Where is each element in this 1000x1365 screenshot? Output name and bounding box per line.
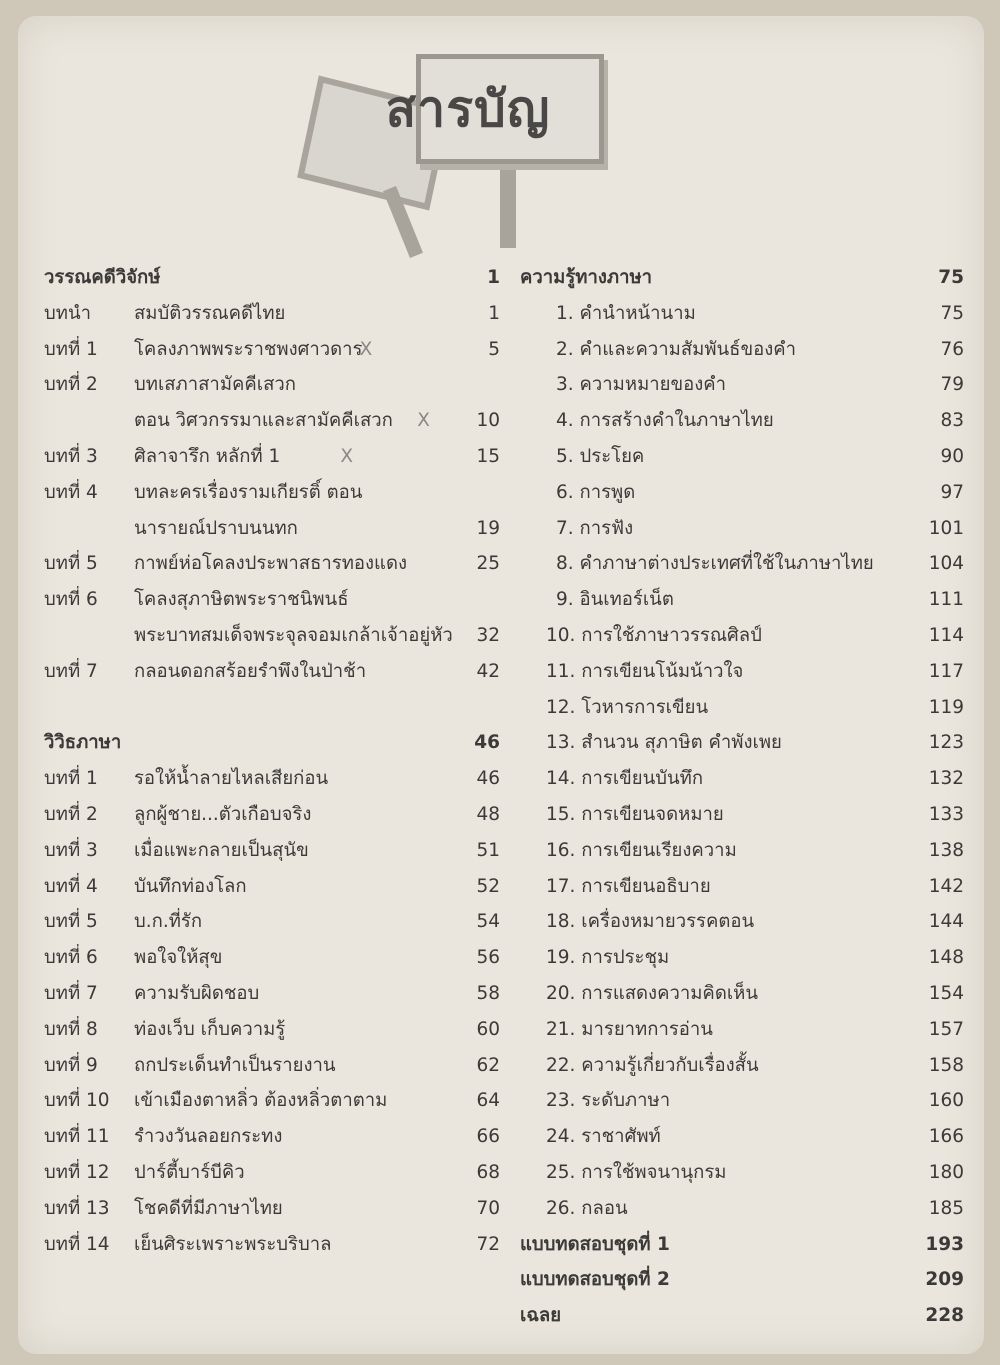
toc-entry-row[interactable] — [516, 869, 964, 905]
page-number: 83 — [940, 410, 964, 432]
entry-title: 11. การเขียนโน้มน้าวใจ — [546, 660, 744, 682]
chapter-prefix: บทที่ 6 — [44, 589, 98, 611]
toc-entry-row[interactable] — [516, 511, 964, 547]
entry-title: 24. ราชาศัพท์ — [546, 1126, 661, 1148]
page-number: 54 — [476, 911, 500, 933]
chapter-prefix: บทที่ 1 — [44, 768, 98, 790]
entry-title: 19. การประชุม — [546, 947, 670, 969]
toc-entry-row[interactable] — [40, 403, 500, 439]
entry-title: ลูกผู้ชาย...ตัวเกือบจริง — [134, 803, 312, 825]
entry-title: กลอนดอกสร้อยรำพึงในป่าช้า — [134, 660, 367, 682]
entry-title: 16. การเขียนเรียงความ — [546, 839, 737, 861]
toc-entry-row[interactable] — [40, 475, 500, 511]
toc-entry-row[interactable] — [40, 869, 500, 905]
toc-entry-row[interactable] — [40, 1191, 500, 1227]
section-title: วรรณคดีวิจักษ์ — [44, 267, 161, 288]
entry-title: พระบาทสมเด็จพระจุลจอมเกล้าเจ้าอยู่หัว — [134, 624, 453, 646]
chapter-prefix: บทที่ 6 — [44, 947, 98, 969]
page-number: 25 — [476, 553, 500, 575]
toc-page — [18, 16, 984, 1354]
toc-entry-row[interactable] — [40, 761, 500, 797]
entry-title: 1. คำนำหน้านาม — [556, 302, 696, 324]
section-title: แบบทดสอบชุดที่ 1 — [520, 1233, 670, 1255]
page-number: 180 — [928, 1161, 964, 1183]
chapter-prefix: บทนำ — [44, 302, 91, 324]
page-number: 119 — [928, 696, 964, 718]
chapter-prefix: บทที่ 2 — [44, 803, 98, 825]
page-number: 144 — [928, 911, 964, 933]
toc-entry-row[interactable] — [516, 1119, 964, 1155]
entry-title: 3. ความหมายของคำ — [556, 374, 727, 396]
section-title: วิวิธภาษา — [44, 732, 122, 754]
toc-entry-row[interactable] — [516, 475, 964, 511]
handwritten-x-mark: X — [417, 410, 430, 432]
entry-title: ศิลาจารึก หลักที่ 1 — [134, 445, 281, 467]
entry-title: 25. การใช้พจนานุกรม — [546, 1161, 727, 1183]
section-title: ความรู้ทางภาษา — [520, 267, 653, 288]
entry-title: 2. คำและความสัมพันธ์ของคำ — [556, 338, 797, 360]
page-number: 79 — [940, 374, 964, 396]
toc-entry-row[interactable] — [516, 1048, 964, 1084]
page-number: 52 — [476, 875, 500, 897]
entry-title: 5. ประโยค — [556, 445, 645, 467]
chapter-prefix: บทที่ 5 — [44, 911, 98, 933]
chapter-prefix: บทที่ 2 — [44, 374, 98, 396]
page-title: สารบัญ — [385, 80, 551, 138]
page-number: 133 — [928, 803, 964, 825]
toc-entry-row[interactable] — [516, 367, 964, 403]
toc-section-row[interactable] — [516, 260, 964, 296]
entry-title: 26. กลอน — [546, 1197, 628, 1219]
page-number: 154 — [928, 982, 964, 1004]
page-number: 90 — [940, 445, 964, 467]
page-number: 64 — [476, 1090, 500, 1112]
page-number: 228 — [925, 1305, 964, 1327]
chapter-prefix: บทที่ 13 — [44, 1197, 110, 1219]
toc-section-row[interactable] — [516, 1227, 964, 1263]
page-number: 114 — [928, 624, 964, 646]
toc-entry-row[interactable] — [40, 904, 500, 940]
entry-title: โคลงสุภาษิตพระราชนิพนธ์ — [134, 589, 349, 611]
entry-title: เข้าเมืองตาหลิ่ว ต้องหลิ่วตาตาม — [134, 1090, 388, 1112]
page-number: 60 — [476, 1018, 500, 1040]
toc-entry-row[interactable] — [40, 296, 500, 332]
page-number: 209 — [925, 1269, 964, 1291]
toc-entry-row[interactable] — [516, 1012, 964, 1048]
chapter-prefix: บทที่ 1 — [44, 338, 98, 360]
toc-column-right — [516, 260, 964, 1334]
chapter-prefix: บทที่ 9 — [44, 1054, 98, 1076]
toc-entry-row[interactable] — [40, 654, 500, 690]
toc-entry-row[interactable] — [40, 1155, 500, 1191]
chapter-prefix: บทที่ 10 — [44, 1090, 110, 1112]
entry-title: สมบัติวรรณคดีไทย — [134, 302, 286, 324]
entry-title: ท่องเว็บ เก็บความรู้ — [134, 1018, 286, 1040]
toc-entry-row[interactable] — [516, 546, 964, 582]
page-number: 97 — [940, 481, 964, 503]
toc-entry-row[interactable] — [516, 904, 964, 940]
entry-title: กาพย์ห่อโคลงประพาสธารทองแดง — [134, 553, 408, 575]
entry-title: ตอน วิศวกรรมาและสามัคคีเสวก — [134, 410, 393, 432]
page-number: 5 — [488, 338, 500, 360]
chapter-prefix: บทที่ 4 — [44, 875, 98, 897]
page-number: 111 — [928, 589, 964, 611]
chapter-prefix: บทที่ 3 — [44, 445, 98, 467]
page-number: 46 — [474, 732, 500, 754]
entry-title: 14. การเขียนบันทึก — [546, 768, 704, 790]
entry-title: บ.ก.ที่รัก — [134, 911, 203, 933]
page-number: 138 — [928, 839, 964, 861]
page-number: 148 — [928, 947, 964, 969]
page-number: 117 — [928, 660, 964, 682]
entry-title: 6. การพูด — [556, 481, 636, 503]
chapter-prefix: บทที่ 8 — [44, 1018, 98, 1040]
chapter-prefix: บทที่ 4 — [44, 481, 98, 503]
page-number: 185 — [928, 1197, 964, 1219]
chapter-prefix: บทที่ 7 — [44, 982, 98, 1004]
toc-entry-row[interactable] — [516, 761, 964, 797]
toc-entry-row[interactable] — [40, 332, 500, 368]
toc-entry-row[interactable] — [40, 833, 500, 869]
page-number: 166 — [928, 1126, 964, 1148]
toc-entry-row[interactable] — [40, 582, 500, 618]
page-number: 46 — [476, 768, 500, 790]
toc-entry-row[interactable] — [516, 654, 964, 690]
toc-entry-row[interactable] — [516, 332, 964, 368]
entry-title: 21. มารยาทการอ่าน — [546, 1018, 713, 1040]
toc-entry-row[interactable] — [40, 1227, 500, 1263]
toc-entry-row[interactable] — [40, 546, 500, 582]
page-number: 42 — [476, 660, 500, 682]
chapter-prefix: บทที่ 14 — [44, 1233, 110, 1255]
toc-entry-row[interactable] — [40, 1119, 500, 1155]
chapter-prefix: บทที่ 12 — [44, 1161, 110, 1183]
toc-entry-row[interactable] — [40, 1012, 500, 1048]
page-number: 51 — [476, 839, 500, 861]
toc-section-row[interactable] — [40, 260, 500, 296]
chapter-prefix: บทที่ 7 — [44, 660, 98, 682]
entry-title: เย็นศิระเพราะพระบริบาล — [134, 1233, 332, 1255]
section-title: เฉลย — [520, 1305, 562, 1327]
page-number: 193 — [925, 1233, 964, 1255]
toc-entry-row[interactable] — [40, 940, 500, 976]
handwritten-x-mark: X — [340, 445, 354, 467]
toc-entry-row[interactable] — [516, 403, 964, 439]
toc-entry-row[interactable] — [516, 1191, 964, 1227]
page-number: 58 — [476, 982, 500, 1004]
entry-title: บทเสภาสามัคคีเสวก — [134, 374, 296, 396]
title-signboard — [288, 36, 648, 246]
page-number: 142 — [928, 875, 964, 897]
page-number: 19 — [476, 517, 500, 539]
page-number: 75 — [938, 267, 964, 288]
entry-title: 18. เครื่องหมายวรรคตอน — [546, 911, 755, 933]
page-number: 104 — [928, 553, 964, 575]
toc-entry-row[interactable] — [40, 797, 500, 833]
toc-entry-row[interactable] — [40, 511, 500, 547]
signboard-post-icon — [500, 158, 516, 248]
page-number: 101 — [928, 517, 964, 539]
toc-entry-row[interactable] — [40, 618, 500, 654]
entry-title: โคลงภาพพระราชพงศาวดาร — [134, 338, 363, 360]
entry-title: รอให้น้ำลายไหลเสียก่อน — [134, 768, 329, 790]
toc-section-row[interactable] — [40, 725, 500, 761]
entry-title: 10. การใช้ภาษาวรรณศิลป์ — [546, 624, 762, 646]
toc-entry-row[interactable] — [40, 1083, 500, 1119]
page-number: 10 — [476, 410, 500, 432]
page-number: 68 — [476, 1161, 500, 1183]
entry-title: ปาร์ตี้บาร์บีคิว — [134, 1161, 245, 1183]
entry-title: 17. การเขียนอธิบาย — [546, 875, 711, 897]
toc-entry-row[interactable] — [516, 797, 964, 833]
entry-title: 7. การฟัง — [556, 517, 634, 539]
toc-section-row[interactable] — [516, 1262, 964, 1298]
page-number: 1 — [488, 302, 500, 324]
page-number: 1 — [487, 267, 500, 288]
section-title: แบบทดสอบชุดที่ 2 — [520, 1269, 670, 1291]
section-gap — [40, 690, 500, 726]
page-number: 66 — [476, 1126, 500, 1148]
chapter-prefix: บทที่ 11 — [44, 1126, 110, 1148]
page-number: 48 — [476, 803, 500, 825]
page-number: 75 — [940, 302, 964, 324]
toc-entry-row[interactable] — [516, 976, 964, 1012]
entry-title: รำวงวันลอยกระทง — [134, 1126, 283, 1148]
toc-entry-row[interactable] — [40, 1048, 500, 1084]
entry-title: 20. การแสดงความคิดเห็น — [546, 982, 758, 1004]
page-number: 76 — [940, 338, 964, 360]
entry-title: ความรับผิดชอบ — [134, 982, 260, 1004]
page-number: 132 — [928, 768, 964, 790]
chapter-prefix: บทที่ 5 — [44, 553, 98, 575]
page-number: 160 — [928, 1090, 964, 1112]
entry-title: 22. ความรู้เกี่ยวกับเรื่องสั้น — [546, 1054, 759, 1076]
entry-title: บันทึกท่องโลก — [134, 875, 247, 897]
page-number: 123 — [928, 732, 964, 754]
entry-title: บทละครเรื่องรามเกียรติ์ ตอน — [134, 481, 363, 503]
toc-entry-row[interactable] — [516, 296, 964, 332]
toc-entry-row[interactable] — [516, 1083, 964, 1119]
page-number: 15 — [476, 445, 500, 467]
chapter-prefix: บทที่ 3 — [44, 839, 98, 861]
toc-entry-row[interactable] — [516, 618, 964, 654]
page-number: 32 — [476, 624, 500, 646]
page-number: 56 — [476, 947, 500, 969]
entry-title: 8. คำภาษาต่างประเทศที่ใช้ในภาษาไทย — [556, 553, 874, 575]
entry-title: 12. โวหารการเขียน — [546, 696, 709, 718]
toc-entry-row[interactable] — [516, 940, 964, 976]
toc-entry-row[interactable] — [516, 833, 964, 869]
entry-title: 15. การเขียนจดหมาย — [546, 803, 724, 825]
toc-entry-row[interactable] — [516, 439, 964, 475]
toc-column-left — [40, 260, 500, 1262]
entry-title: 4. การสร้างคำในภาษาไทย — [556, 410, 774, 432]
entry-title: เมื่อแพะกลายเป็นสุนัข — [134, 839, 309, 861]
toc-entry-row[interactable] — [40, 976, 500, 1012]
entry-title: โชคดีที่มีภาษาไทย — [134, 1197, 283, 1219]
page-number: 157 — [928, 1018, 964, 1040]
page-number: 158 — [928, 1054, 964, 1076]
toc-entry-row[interactable] — [516, 690, 964, 726]
toc-section-row[interactable] — [516, 1298, 964, 1334]
handwritten-x-mark: X — [359, 338, 373, 360]
toc-entry-row[interactable] — [516, 582, 964, 618]
page-number: 62 — [476, 1054, 500, 1076]
entry-title: พอใจให้สุข — [134, 947, 223, 969]
toc-entry-row[interactable] — [516, 1155, 964, 1191]
entry-title: 13. สำนวน สุภาษิต คำพังเพย — [546, 732, 782, 754]
toc-entry-row[interactable] — [40, 367, 500, 403]
entry-title: 9. อินเทอร์เน็ต — [556, 589, 674, 611]
toc-entry-row[interactable] — [40, 439, 500, 475]
entry-title: นารายณ์ปราบนนทก — [134, 517, 298, 539]
entry-title: ถกประเด็นทำเป็นรายงาน — [134, 1054, 336, 1076]
page-number: 70 — [476, 1197, 500, 1219]
toc-entry-row[interactable] — [516, 725, 964, 761]
entry-title: 23. ระดับภาษา — [546, 1090, 671, 1112]
page-number: 72 — [476, 1233, 500, 1255]
